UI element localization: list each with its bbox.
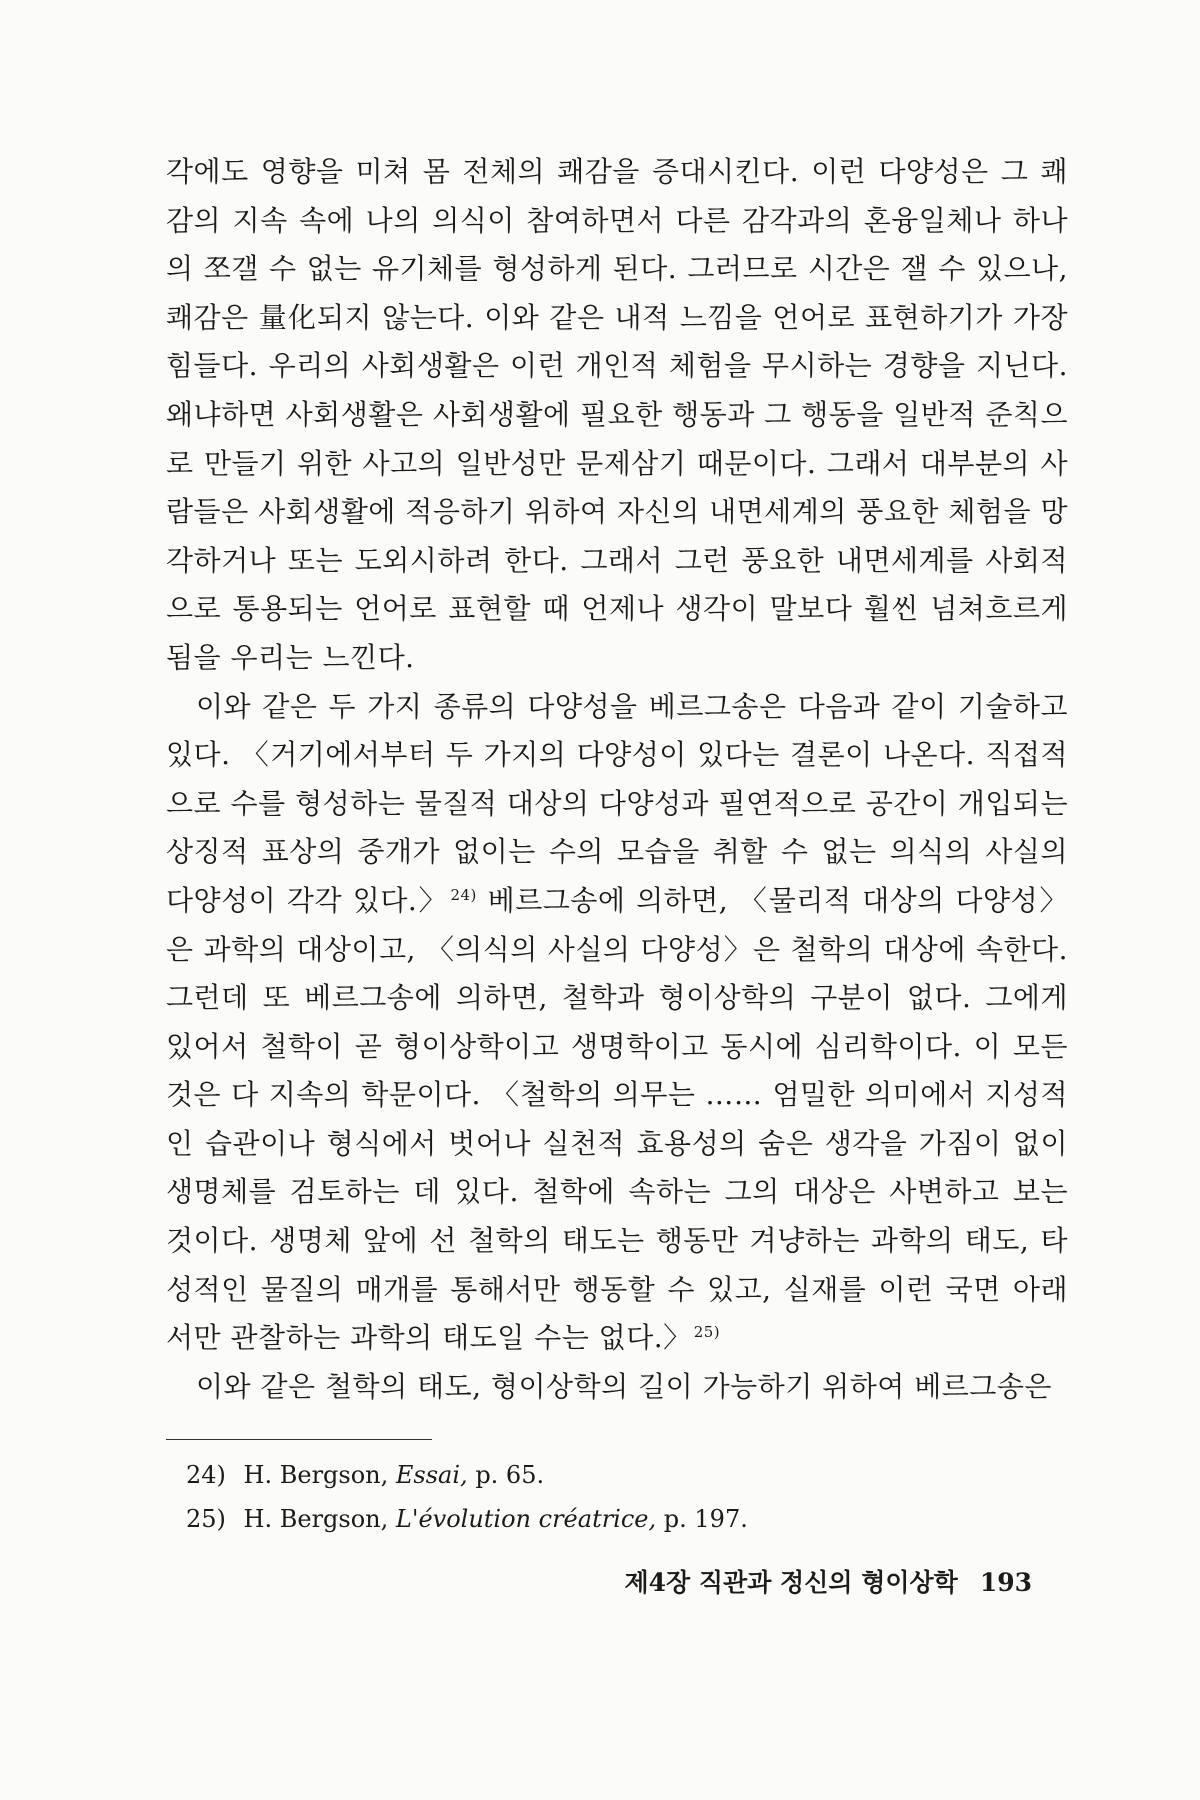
footnote-page: p. 197.: [663, 1505, 748, 1533]
paragraph: [166, 148, 1068, 683]
footnote-number: 25): [186, 1505, 226, 1533]
paragraph: [166, 1363, 1068, 1412]
footnote-author: H. Bergson,: [243, 1461, 389, 1489]
footnote-title: Essai,: [395, 1461, 468, 1489]
paragraph: [166, 683, 1068, 1363]
paragraph-text-continued: 베르그송에 의하면, 〈물리적 대상의 다양성〉은 과학의 대상이고, 〈의식의 사실의 다양성〉은 철학의 대상에 속한다. 그런데 또 베르그송에 의하면, 철학과 형이상학의 구분이 없다. 그에게 있어서 철학이 곧 형이상학이고 생명학이고 동시에 심리학이다. 이 모든 것은 다 지속의 학문이다. 〈철학의 의무는 …… 엄밀한 의미에서 지성적인 습관이나 형식에서 벗어나 실천적 효용성의 숨은 생각을 가짐이 없이 생명체를 검토하는 데 있다. 철학에 속하는 그의 대상은 사변하고 보는 것이다. 생명체 앞에 선 철학의 태도는 행동만 겨냥하는 과학의 태도, 타성적인 물질의 매개를 통해서만 행동할 수 있고, 실재를 이런 국면 아래서만 관찰하는 과학의 태도일 수는 없다.〉: [166, 883, 1068, 1355]
footnote-ref-25: 25): [693, 1322, 721, 1341]
footnote-25: [186, 1497, 748, 1541]
footnote-24: [186, 1453, 748, 1497]
body-text: [166, 148, 1068, 1411]
footnote-title: L'évolution créatrice,: [395, 1505, 657, 1533]
footnote-ref-24: 24): [450, 885, 477, 904]
page-number: 193: [979, 1568, 1032, 1597]
footnote-page: p. 65.: [475, 1461, 545, 1489]
chapter-title: 제4장 직관과 정신의 형이상학: [624, 1568, 958, 1597]
paragraph-text: 이와 같은 철학의 태도, 형이상학의 길이 가능하기 위하여 베르그송은: [196, 1369, 1052, 1403]
footnotes: [186, 1453, 748, 1541]
paragraph-text: 각에도 영향을 미쳐 몸 전체의 쾌감을 증대시킨다. 이런 다양성은 그 쾌감의 지속 속에 나의 의식이 참여하면서 다른 감각과의 혼융일체나 하나의 쪼갤 수 없는 유기체를 형성하게 된다. 그러므로 시간은 잴 수 있으나, 쾌감은 量化되지 않는다. 이와 같은 내적 느낌을 언어로 표현하기가 가장 힘들다. 우리의 사회생활은 이런 개인적 체험을 무시하는 경향을 지닌다. 왜냐하면 사회생활은 사회생활에 필요한 행동과 그 행동을 일반적 준칙으로 만들기 위한 사고의 일반성만 문제삼기 때문이다. 그래서 대부분의 사람들은 사회생활에 적응하기 위하여 자신의 내면세계의 풍요한 체험을 망각하거나 또는 도외시하려 한다. 그래서 그런 풍요한 내면세계를 사회적으로 통용되는 언어로 표현할 때 언제나 생각이 말보다 훨씬 넘쳐흐르게 됨을 우리는 느낀다.: [166, 155, 1068, 674]
paragraph-text: 이와 같은 두 가지 종류의 다양성을 베르그송은 다음과 같이 기술하고 있다. 〈거기에서부터 두 가지의 다양성이 있다는 결론이 나온다. 직접적으로 수를 형성하는 물질적 대상의 다양성과 필연적으로 공간이 개입되는 상징적 표상의 중개가 없이는 수의 모습을 취할 수 없는 의식의 사실의 다양성이 각각 있다.〉: [166, 689, 1068, 917]
footnote-author: H. Bergson,: [243, 1505, 389, 1533]
running-footer: [625, 1563, 1033, 1599]
footnote-number: 24): [186, 1461, 226, 1489]
footnote-divider: [166, 1439, 432, 1440]
